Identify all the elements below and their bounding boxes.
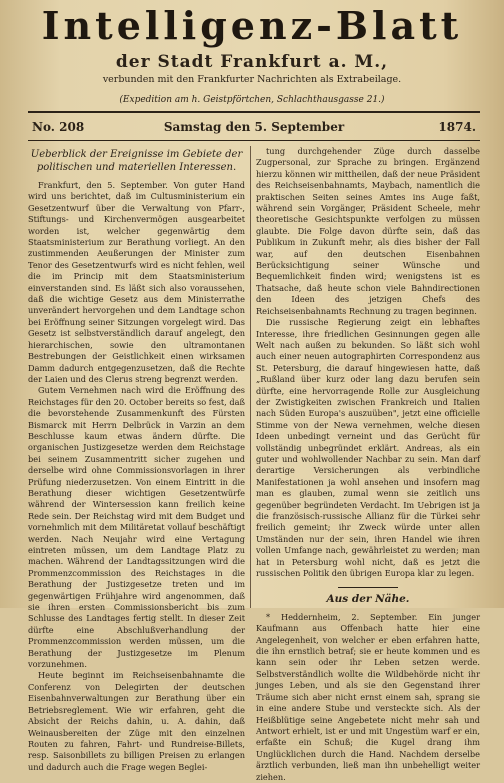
- masthead-subtitle: der Stadt Frankfurt a. M.,: [115, 52, 389, 72]
- masthead-tagline: verbunden mit den Frankfurter Nachrichten als Extrabeilage.: [102, 74, 402, 85]
- header-rule-bottom: [28, 140, 480, 141]
- masthead-title: Intelligenz-Blatt: [41, 3, 463, 48]
- article-paragraph: Heute beginnt im Reichseisenbahnamte die Conferenz von Delegirten der deutschen Eisenbahnverwaltungen zur Berathung über ein Betriebsreglement. Wie wir erfahren, geht die Absicht der Reichs dahin, u. A. dahin, daß Weinausbereiten der Züge mit den einzelnen Routen zu fahren, Fahrt- und Rundreise-Billets, resp. Saisonbillets zu billigen Preisen zu erlangen und dadurch auch die Frage wegen Beglei-: [28, 670, 245, 772]
- article-paragraph: Gutem Vernehmen nach wird die Eröffnung des Reichstages für den 20. October bereits so fest, daß die bevorstehende Zusammenkunft des Fürsten Bismarck mit Herrn Delbrück in Varzin an dem Beschlusse kaum etwas ändern dürfte. Die organischen Justizgesetze werden dem Reichstage bei seinem Zusammentritt sicher zugehen und derselbe wird ohne Commissionsvorlagen in ihrer Prüfung niederzusetzen. Von einem Eintritt in die Berathung dieser wichtigen Gesetzentwürfe während der Wintersession kann freilich keine Rede sein. Der Reichstag wird mit dem Budget und vornehmlich mit dem Militäretat vollauf beschäftigt werden. Nach Neujahr wird eine Vertagung eintreten müssen, um dem Landtage Platz zu machen. Während der Landtagssitzungen wird die Prommenzcommission des Reichstages in die Berathung der Justizgesetze treten und im gegenwärtigen Frühjahre wird angenommen, daß sie ihren ersten Commissionsbericht bis zum Schlusse des Landtages fertig stellt. In dieser Zeit dürfte eine Abschlußverhandlung der Prommenzcommission werden müssen, um die Berathung der Justizgesetze im Plenum vorzunehmen.: [28, 385, 245, 670]
- article-paragraph: Die russische Regierung zeigt ein lebhaftes Interesse, ihre friedlichen Gesinnungen gegen alle Welt nach außen zu bekunden. So läßt sich wohl auch einer neuen autographirten Correspondenz aus St. Petersburg, die darauf hingewiesen hatte, daß „Rußland über kurz oder lang dazu berufen sein dürfte, eine hervorragende Rolle zur Ausgleichung der Zwistigkeiten zwischen Frankreich und Italien nach Süden Europa's auszuüben", jetzt eine officielle Stimme von der Newa vernehmen, welche diesen Ideen unbedingt verneint und das Gerücht für vollständig unbegründet erklärt. Andreas, als ein guter und wohlwollender Nachbar zu sein. Man darf derartige Versicherungen als verbindliche Manifestationen ja wohl ansehen und insofern mag man es glauben, zumal wenn sie zeitlich uns gegenüber begründeten Verdacht. Im Uebrigen ist ja die französisch-russische Allianz für die Türkei sehr freilich gemeint; ihr Zweck würde unter allen Umständen nur der sein, ihren Handel wie ihren vollen Umfange nach, gewährleistet zu werden; man hat in Petersburg wohl nicht, daß es jetzt die russischen Politik den übrigen Europa klar zu legen.: [256, 317, 480, 579]
- article-heading: Ueberblick der Ereignisse im Gebiete der politischen und materiellen Interessen.: [30, 149, 243, 173]
- masthead-expedition: (Expedition am h. Geistpförtchen, Schlachthausgasse 21.): [119, 95, 385, 105]
- left-column: [28, 146, 245, 772]
- issue-bar: [28, 116, 480, 138]
- issue-year: 1874.: [438, 120, 476, 134]
- section-title: Aus der Nähe.: [326, 593, 410, 606]
- header-rule-top: [28, 111, 480, 113]
- issue-date: Samstag den 5. September: [163, 120, 345, 134]
- article-paragraph: Frankfurt, den 5. September. Von guter Hand wird uns berichtet, daß im Cultusministerium ein Gesetzentwurf über die Verwaltung von Pfarr-, Stiftungs- und Kirchenvermögen ausgearbeitet worden ist, welcher gegenwärtig dem Staatsministerium zur Berathung vorliegt. An den zustimmenden Aeußerungen der Minister zum Tenor des Gesetzentwurfs wird es nicht fehlen, weil die im Princip mit dem Staatsministerium einverstanden sind. Es läßt sich also voraussehen, daß die wichtige Gesetz aus dem Ministerrathe unverändert hervorgehen und dem Landtage schon bei Eröffnung seiner Sitzungen vorgelegt wird. Das Gesetz ist selbstverständlich darauf angelegt, den hierarchischen, sowie den ultramontanen Bestrebungen der Geistlichkeit einen wirksamen Damm dadurch entgegenzusetzen, daß die Rechte der Laien und des Clerus streng begrenzt werden.: [28, 180, 245, 384]
- column-divider: [250, 146, 251, 608]
- right-column: [256, 146, 480, 782]
- issue-number: No. 208: [32, 120, 85, 134]
- news-item: * Heddernheim, 2. September. Ein junger Kaufmann aus Offenbach hatte hier eine Angelegenheit, von welcher er eben erfahren hatte, die ihn ernstlich betraf; sie er heute kommen und es kann sein oder ihr Leben setzen werde. Selbstverständlich wollte die Wildbehörde nicht ihr junges Leben, und als sie den Gegenstand ihrer Träume sich aber nicht ernst einem sah, sprang sie in eine andere Stube und versteckte sich. Als der Heißblütige seine Angebetete nicht mehr sah und Antwort erhielt, ist er und mit Ungestüm warf er ein, erfaßte ein Schuß; die Kugel drang ihm Unglücklichen durch die Hand. Nachdem derselbe ärztlich verbunden, ließ man ihn unbehelligt weiter ziehen.: [256, 611, 480, 782]
- article-paragraph: tung durchgehender Züge durch dasselbe Zugpersonal, zur Sprache zu bringen. Ergänzend hierzu können wir mittheilen, daß der neue Präsident des Reichseisenbahnamts, Maybach, namentlich die praktischen Seiten seines Amtes ins Auge faßt, während sein Vorgänger, Präsident Scheele, mehr theoretische Gesichtspunkte verfolgen zu müssen glaubte. Die Folge davon dürfte sein, daß das Publikum in Zukunft mehr, als dies bisher der Fall war, auf den deutschen Eisenbahnen Berücksichtigung seiner Wünsche und Bequemlichkeit finden wird; wenigstens ist es Thatsache, daß heute schon viele Bahndirectionen den Ideen des jetzigen Chefs des Reichseisenbahnamts Rechnung zu tragen beginnen.: [256, 146, 480, 316]
- section-divider: [338, 587, 398, 588]
